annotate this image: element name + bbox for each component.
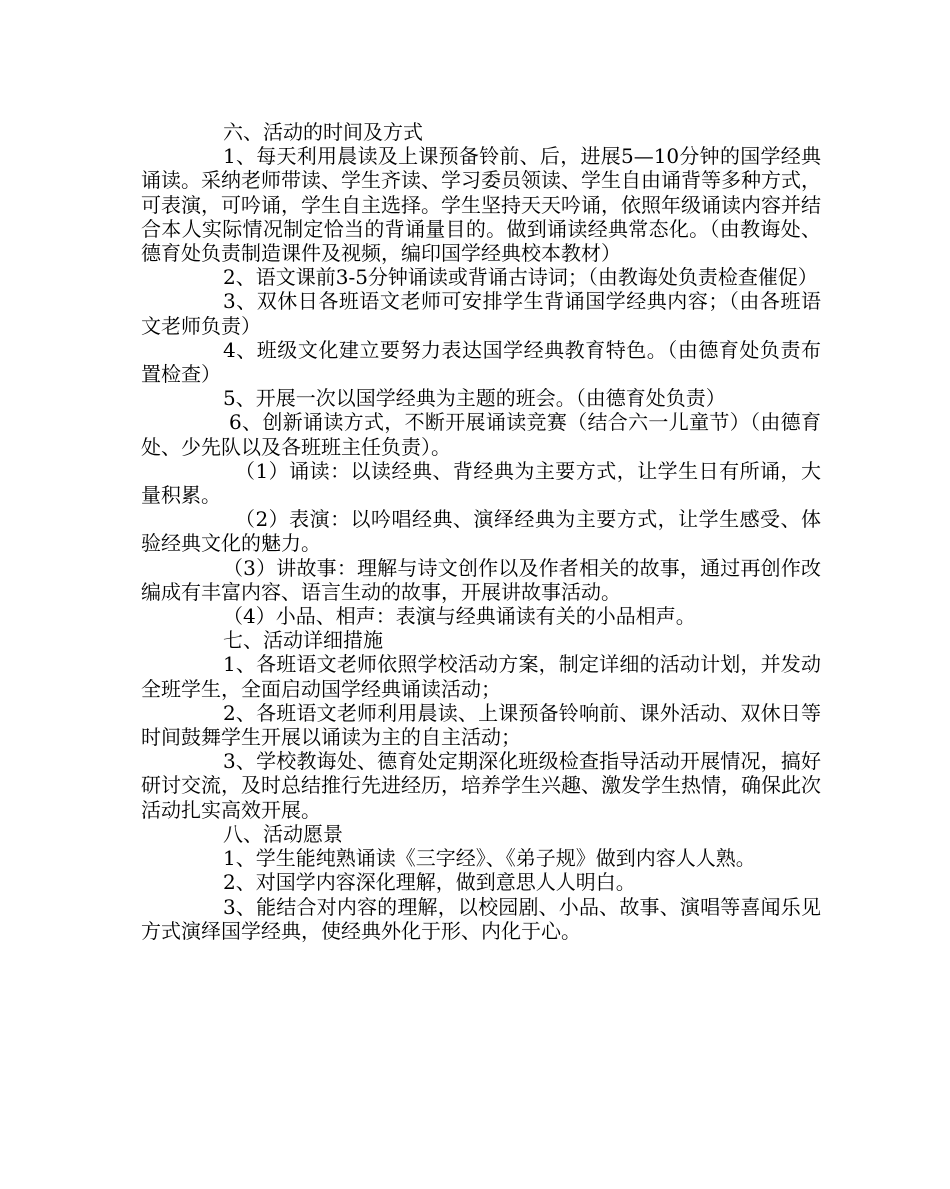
paragraph: 1、学生能纯熟诵读《三字经》、《弟子规》做到内容人人熟。 (223, 846, 756, 871)
paragraph: 1、各班语文老师依照学校活动方案，制定详细的活动计划，并发动全班学生，全面启动国学经典诵读活动； (141, 652, 821, 701)
paragraph: 5、开展一次以国学经典为主题的班会。（由德育处负责） (223, 386, 726, 411)
paragraph: （4）小品、相声：表演与经典诵读有关的小品相声。 (223, 604, 696, 629)
paragraph: 6、创新诵读方式，不断开展诵读竞赛（结合六一儿童节）（由德育处、少先队以及各班班主任负责）。 (141, 410, 821, 459)
section-heading-7: 七、活动详细措施 (223, 628, 383, 653)
section-heading-8: 八、活动愿景 (223, 821, 343, 846)
paragraph: 1、每天利用晨读及上课预备铃前、后，进展5—10分钟的国学经典诵读。采纳老师带读、学生齐读、学习委员领读、学生自由诵背等多种方式，可表演，可吟诵，学生自主选择。学生坚持天天吟诵，依照年级诵读内容并结合本人实际情况制定恰当的背诵量目的。做到诵读经典常态化。（由教诲处、德育处负责制造课件及视频，编印国学经典校本教材） (141, 144, 821, 266)
paragraph: （2）表演：以吟唱经典、演绎经典为主要方式，让学生感受、体验经典文化的魅力。 (141, 507, 821, 556)
document-body (141, 120, 821, 943)
paragraph: 2、对国学内容深化理解，做到意思人人明白。 (223, 870, 636, 895)
paragraph: （3）讲故事：理解与诗文创作以及作者相关的故事，通过再创作改编成有丰富内容、语言生动的故事，开展讲故事活动。 (141, 555, 821, 604)
paragraph: 2、语文课前3-5分钟诵读或背诵古诗词；（由教诲处负责检查催促） (223, 265, 818, 290)
paragraph: 3、学校教诲处、德育处定期深化班级检查指导活动开展情况，搞好研讨交流，及时总结推行先进经历，培养学生兴趣、激发学生热情，确保此次活动扎实高效开展。 (141, 749, 821, 822)
paragraph: 3、能结合对内容的理解，以校园剧、小品、故事、演唱等喜闻乐见方式演绎国学经典，使经典外化于形、内化于心。 (141, 894, 821, 943)
paragraph: 2、各班语文老师利用晨读、上课预备铃响前、课外活动、双休日等时间鼓舞学生开展以诵读为主的自主活动； (141, 700, 821, 750)
paragraph: 4、班级文化建立要努力表达国学经典教育特色。（由德育处负责布置检查） (141, 337, 821, 387)
section-heading-6: 六、活动的时间及方式 (223, 120, 423, 144)
paragraph: （1）诵读：以读经典、背经典为主要方式，让学生日有所诵，大量积累。 (141, 458, 821, 508)
paragraph: 3、双休日各班语文老师可安排学生背诵国学经典内容；（由各班语文老师负责） (141, 289, 821, 338)
